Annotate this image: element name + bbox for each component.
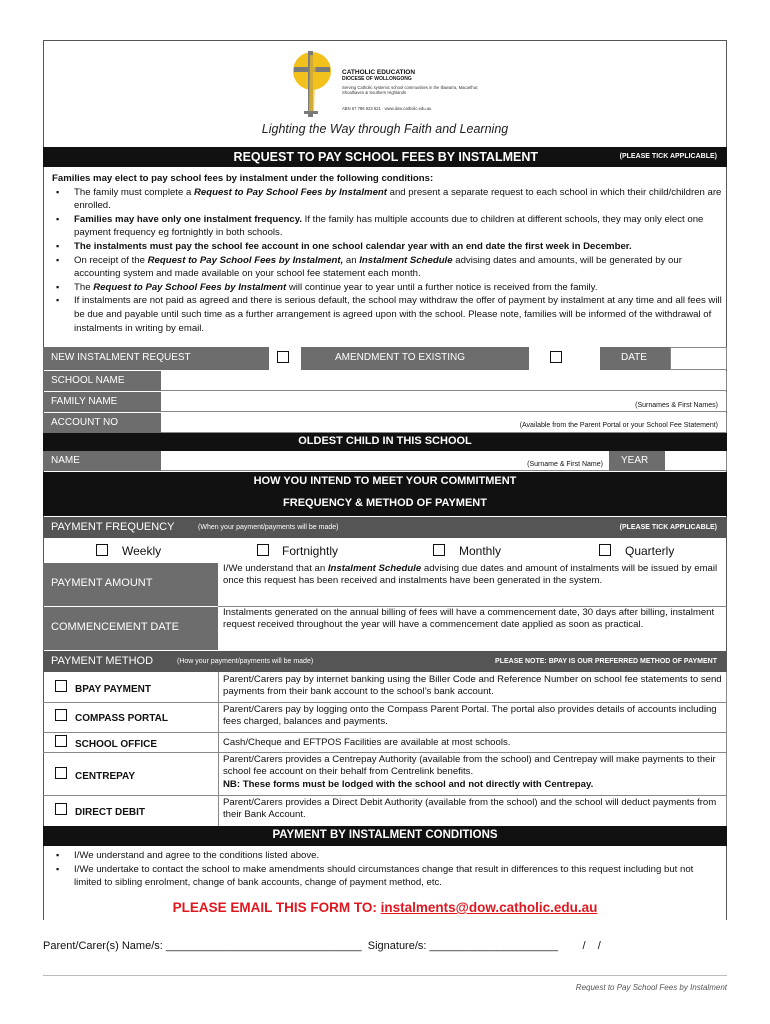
logo-abn: ABN 67 786 923 621 · www.dow.catholic.edu.au xyxy=(342,106,432,111)
school-name-label-cell: SCHOOL NAME xyxy=(43,371,161,391)
child-name-hint: (Surname & First Name) xyxy=(527,461,603,468)
amendment-checkbox[interactable] xyxy=(550,351,562,363)
intro-lead: Families may elect to pay school fees by instalment under the following conditions: xyxy=(52,173,434,184)
school-name-field[interactable] xyxy=(161,371,727,391)
signature-line: Parent/Carer(s) Name/s: ________________________________ Signature/s: _____________________ / / xyxy=(43,940,601,952)
form-title-bar xyxy=(43,147,727,167)
payment-amount-label-cell: PAYMENT AMOUNT xyxy=(43,563,218,606)
frequency-method-heading: FREQUENCY & METHOD OF PAYMENT xyxy=(283,497,487,509)
centrepay-label: CENTREPAY xyxy=(75,771,136,782)
weekly-label: Weekly xyxy=(122,544,162,558)
year-label-cell: YEAR xyxy=(609,451,665,471)
centrepay-desc: Parent/Carers provides a Centrepay Authority (available from the school) and Centrepay will make payments to their school fee account on their behalf from Centrelink benefits. NB: These forms must be lodged with the school and not directly with Centrepay. xyxy=(223,754,716,790)
compass-label: COMPASS PORTAL xyxy=(75,713,168,724)
email-link[interactable]: instalments@dow.catholic.edu.au xyxy=(380,900,598,915)
list-item: ▪ The instalments must pay the school fee account in one school calendar year with an end date the first week in December. xyxy=(52,240,722,254)
account-no-hint: (Available from the Parent Portal or your School Fee Statement) xyxy=(519,422,718,429)
list-item: ▪ I/We undertake to contact the school to make amendments should circumstances change that result in differences to this request including but not limited to sibling enrolment, change of bank accounts, change of payment method, etc. xyxy=(52,863,722,890)
family-name-field[interactable] xyxy=(161,392,727,412)
list-item: ▪ If instalments are not paid as agreed and there is serious default, the school may withdraw the offer of payment by instalment at any time and all fees will be due and payable until such time as a further arrangement is agreed upon with the school. Please note, families will be informed of the withdrawal of instalments in writing by email. xyxy=(52,294,722,335)
signature-field[interactable]: _____________________ xyxy=(429,940,558,952)
weekly-checkbox[interactable] xyxy=(96,544,108,556)
date-field[interactable] xyxy=(670,347,727,370)
payment-method-hint: (How your payment/payments will be made) xyxy=(177,658,314,665)
fortnightly-label: Fortnightly xyxy=(282,544,339,558)
family-name-hint: (Surnames & First Names) xyxy=(635,402,718,409)
parent-name-field[interactable]: ________________________________ xyxy=(165,940,362,952)
quarterly-label: Quarterly xyxy=(625,544,675,558)
school-office-label: SCHOOL OFFICE xyxy=(75,739,158,750)
direct-debit-checkbox[interactable] xyxy=(55,803,67,815)
fortnightly-checkbox[interactable] xyxy=(257,544,269,556)
direct-debit-desc: Parent/Carers provides a Direct Debit Authority (available from the school) and the school will deduct payments from their Bank Account. xyxy=(223,797,717,821)
monthly-label: Monthly xyxy=(459,544,502,558)
payment-method-label: PAYMENT METHOD xyxy=(51,655,154,667)
bpay-preferred-note: PLEASE NOTE: BPAY IS OUR PREFERRED METHOD OF PAYMENT xyxy=(495,658,717,665)
list-item: ▪ The family must complete a Request to Pay School Fees by Instalment and present a separate request to each school in which their child/children are enrolled. xyxy=(52,186,722,213)
payment-frequency-bar xyxy=(43,517,727,538)
compass-checkbox[interactable] xyxy=(55,709,67,721)
payment-frequency-hint: (When your payment/payments will be made) xyxy=(198,524,339,531)
cross-logo-icon xyxy=(286,47,340,119)
oldest-child-bar xyxy=(43,433,727,451)
email-instruction: PLEASE EMAIL THIS FORM TO: instalments@dow.catholic.edu.au xyxy=(172,900,598,915)
footer-title: Request to Pay School Fees by Instalment xyxy=(575,983,727,992)
commitment-bar xyxy=(43,472,727,516)
date-label-cell: DATE xyxy=(600,347,670,370)
conditions-bar xyxy=(43,826,727,846)
list-item: ▪ On receipt of the Request to Pay School Fees by Instalment, an Instalment Schedule advising dates and amounts, will be generated by our accounting system and made available on your school fee statement each month. xyxy=(52,254,722,281)
list-item: ▪ The Request to Pay School Fees by Instalment will continue year to year until a further notice is received from the family. xyxy=(52,281,722,295)
org-line1: CATHOLIC EDUCATION xyxy=(342,69,416,76)
commitment-heading: HOW YOU INTEND TO MEET YOUR COMMITMENT xyxy=(253,475,517,487)
direct-debit-label: DIRECT DEBIT xyxy=(75,807,145,818)
intro-conditions xyxy=(52,172,722,335)
year-field[interactable] xyxy=(665,451,727,471)
account-no-field[interactable] xyxy=(161,413,727,433)
child-name-label-cell: NAME xyxy=(43,451,161,471)
account-no-label-cell: ACCOUNT NO xyxy=(43,413,161,433)
commencement-label-cell: COMMENCEMENT DATE xyxy=(43,607,218,650)
oldest-child-heading: OLDEST CHILD IN THIS SCHOOL xyxy=(298,435,472,447)
motto: Lighting the Way through Faith and Learning xyxy=(261,122,509,136)
bpay-checkbox[interactable] xyxy=(55,680,67,692)
school-office-checkbox[interactable] xyxy=(55,735,67,747)
footer-divider xyxy=(43,975,727,976)
quarterly-checkbox[interactable] xyxy=(599,544,611,556)
child-name-field[interactable] xyxy=(161,451,609,471)
new-request-checkbox[interactable] xyxy=(277,351,289,363)
payment-frequency-label: PAYMENT FREQUENCY xyxy=(51,521,175,533)
signature-date-field[interactable]: / / xyxy=(558,940,601,952)
list-item: ▪ Families may have only one instalment frequency. If the family has multiple accounts due to children at different schools, they may only elect one payment frequency eg fortnightly in both schools. xyxy=(52,213,722,240)
compass-desc: Parent/Carers pay by logging onto the Compass Parent Portal. The portal also provides details of accounts including fees charged, balances and payments. xyxy=(223,704,717,728)
family-name-label-cell: FAMILY NAME xyxy=(43,392,161,412)
logo xyxy=(286,47,486,119)
bpay-label: BPAY PAYMENT xyxy=(75,684,151,695)
org-line2: DIOCESE OF WOLLONGONG xyxy=(342,76,412,82)
conditions-heading: PAYMENT BY INSTALMENT CONDITIONS xyxy=(272,829,498,841)
monthly-checkbox[interactable] xyxy=(433,544,445,556)
conditions-list xyxy=(52,849,722,890)
school-office-desc: Cash/Cheque and EFTPOS Facilities are available at most schools. xyxy=(223,737,511,748)
amendment-label-cell: AMENDMENT TO EXISTING xyxy=(301,347,529,370)
bpay-desc: Parent/Carers pay by internet banking using the Biller Code and Reference Number on school fee statements to send payments from their bank account to the school’s bank account. xyxy=(223,674,722,698)
payment-amount-desc: I/We understand that an Instalment Schedule advising due dates and amount of instalments will be issued by email once this request has been received and instalments have been generated in the system. xyxy=(223,563,718,587)
title-tick-note: (PLEASE TICK APPLICABLE) xyxy=(619,153,717,160)
form-title: REQUEST TO PAY SCHOOL FEES BY INSTALMENT xyxy=(233,150,538,164)
frequency-tick-note: (PLEASE TICK APPLICABLE) xyxy=(619,524,717,531)
list-item: ▪ I/We understand and agree to the conditions listed above. xyxy=(52,849,722,863)
payment-method-bar xyxy=(43,651,727,672)
new-request-label-cell: NEW INSTALMENT REQUEST xyxy=(43,347,269,370)
commencement-desc: Instalments generated on the annual billing of fees will have a commencement date, 30 days after billing, instalment request received throughout the year will have a commencement date applied as soon as practical. xyxy=(223,607,715,631)
centrepay-checkbox[interactable] xyxy=(55,767,67,779)
logo-tagline: Serving Catholic systemic school communities in the Illawarra, Macarthur, Shoalhaven & Southern Highlands xyxy=(342,85,479,95)
